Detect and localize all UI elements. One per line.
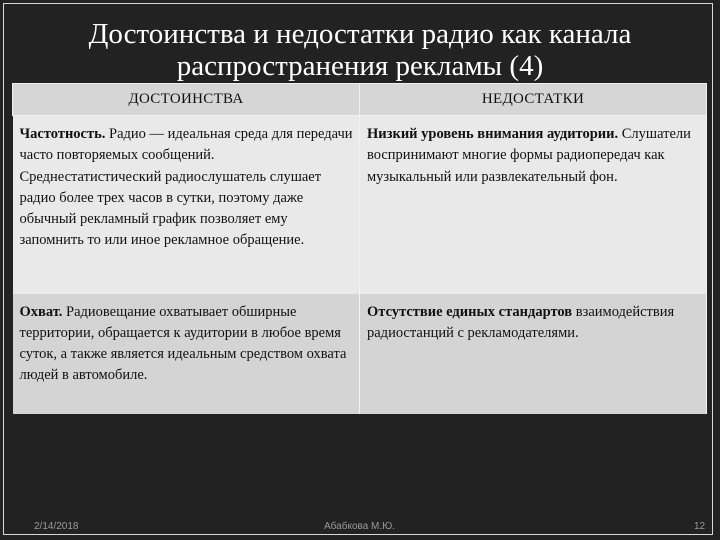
advantage-text: Радиовещание охватывает обширные территории, обращается к аудитории в любое время суток, а также является идеальным средством охвата людей в автомобиле.: [19, 303, 347, 384]
table-header-row: [13, 84, 707, 116]
slide-title-line-2: распространения рекламы (4): [176, 50, 544, 82]
advantage-lead: Охват.: [19, 303, 63, 320]
disadvantage-cell-attention: [360, 116, 707, 294]
disadvantage-lead: Отсутствие единых стандартов: [367, 303, 573, 320]
footer-author: Абабкова М.Ю.: [324, 521, 396, 532]
slide-title-line-1: Достоинства и недостатки радио как канала: [88, 18, 632, 50]
disadvantage-text: взаимодействия радиостанций с рекламодателями.: [367, 303, 675, 341]
advantage-cell-frequency: [13, 116, 360, 294]
advantage-cell-coverage: [13, 294, 360, 414]
slide-title: [10, 18, 710, 82]
advantages-disadvantages-table: [12, 83, 707, 414]
disadvantage-cell-standards: [360, 294, 707, 414]
table-row: [13, 294, 707, 414]
footer-date: 2/14/2018: [34, 521, 79, 532]
disadvantage-text: Слушатели воспринимают многие формы радиопередач как музыкальный или развлекательный фон.: [367, 126, 691, 185]
advantages-header: ДОСТОИНСТВА: [13, 84, 360, 116]
disadvantages-header: НЕДОСТАТКИ: [360, 84, 707, 116]
advantage-text: Радио — идеальная среда для передачи часто повторяемых сообщений. Среднестатистический радиослушатель слушает радио более трех часов в сутки, поэтому даже обычный рекламный график позволяет ему запомнить то или иное рекламное обращение.: [19, 126, 353, 249]
disadvantage-lead: Низкий уровень внимания аудитории.: [367, 126, 619, 142]
table-row: [13, 116, 707, 294]
advantage-lead: Частотность.: [19, 126, 106, 142]
slide-number: 12: [694, 521, 706, 532]
